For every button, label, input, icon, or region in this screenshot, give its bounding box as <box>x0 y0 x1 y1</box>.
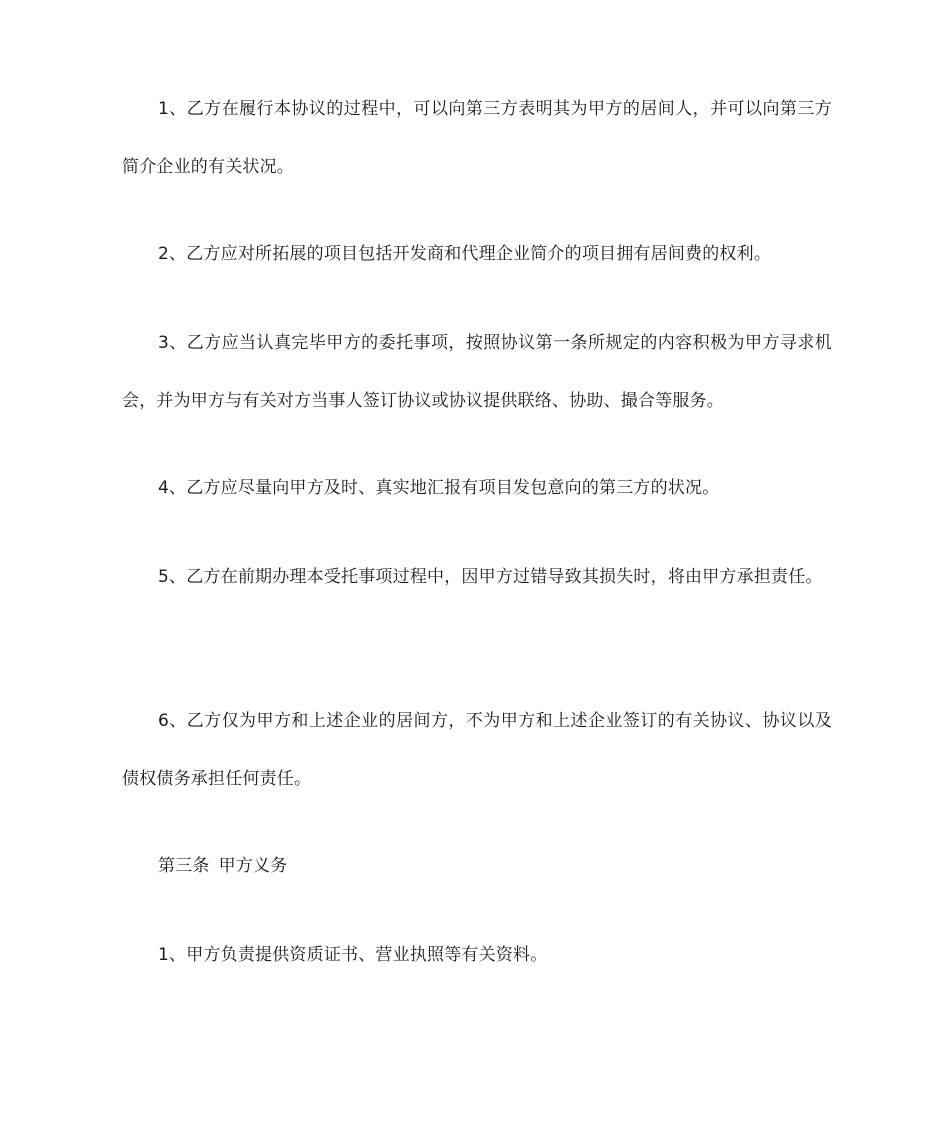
paragraph-3: 3、乙方应当认真完毕甲方的委托事项，按照协议第一条所规定的内容积极为甲方寻求机会，并为甲方与有关对方当事人签订协议或协议提供联络、协助、撮合等服务。 <box>122 333 832 411</box>
section-title: 甲方义务 <box>218 856 288 876</box>
paragraph-1: 1、乙方在履行本协议的过程中，可以向第三方表明其为甲方的居间人，并可以向第三方简介企业的有关状况。 <box>122 99 832 177</box>
paragraph-2: 2、乙方应对所拓展的项目包括开发商和代理企业简介的项目拥有居间费的权利。 <box>158 244 772 264</box>
paragraph-5: 5、乙方在前期办理本受托事项过程中，因甲方过错导致其损失时，将由甲方承担责任。 <box>158 567 823 587</box>
paragraph-4: 4、乙方应尽量向甲方及时、真实地汇报有项目发包意向的第三方的状况。 <box>158 478 720 498</box>
section-heading <box>122 837 832 895</box>
paragraph-6: 6、乙方仅为甲方和上述企业的居间方，不为甲方和上述企业签订的有关协议、协议以及债权债务承担任何责任。 <box>122 711 832 789</box>
section-number: 第三条 <box>158 856 210 876</box>
section-paragraph-1: 1、甲方负责提供资质证书、营业执照等有关资料。 <box>158 945 548 965</box>
